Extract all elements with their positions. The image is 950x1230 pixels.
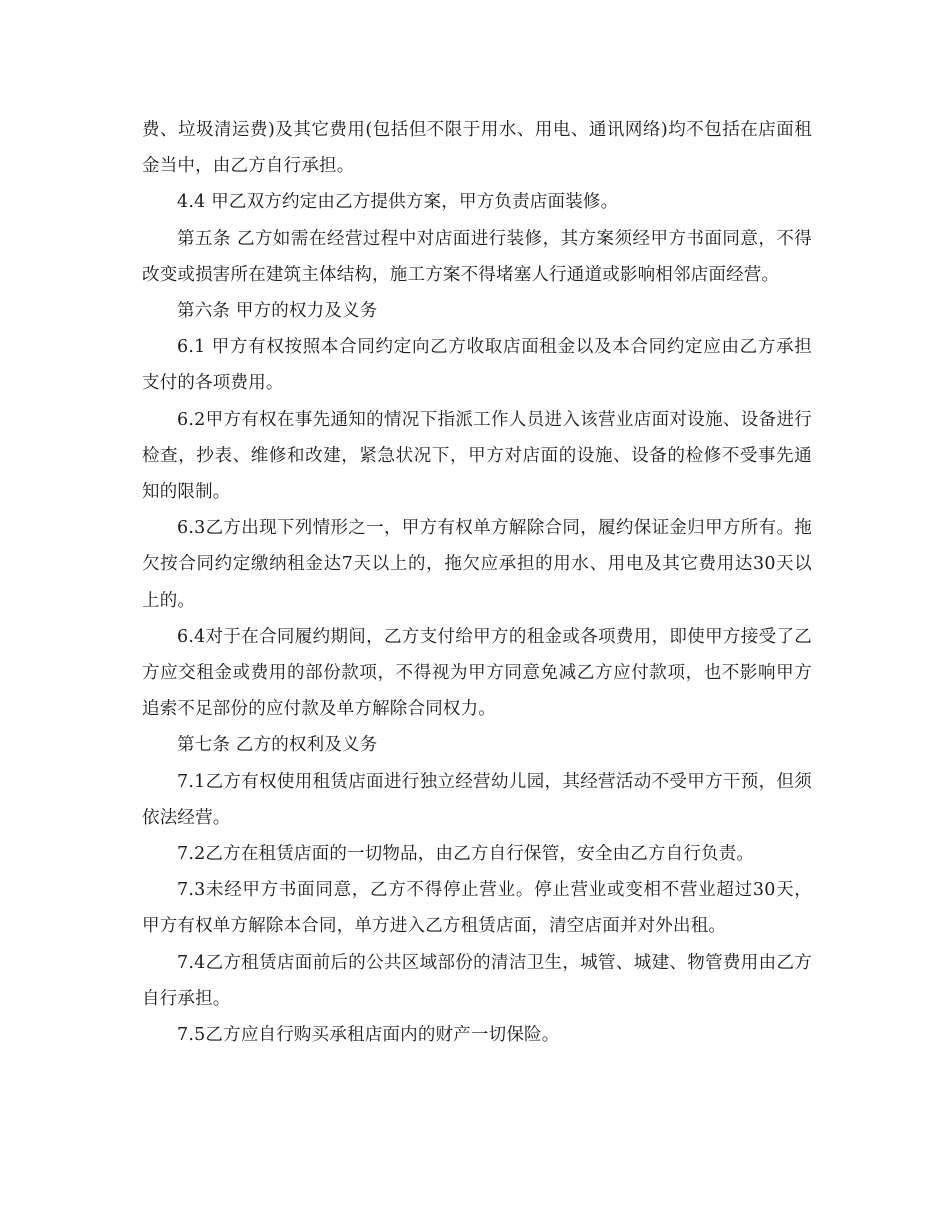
clause-7-1: 7.1乙方有权使用租赁店面进行独立经营幼儿园，其经营活动不受甲方干预，但须依法经营。	[142, 771, 812, 828]
clause-6-1: 6.1 甲方有权按照本合同约定向乙方收取店面租金以及本合同约定应由乙方承担支付的各项费用。	[142, 337, 812, 394]
clause-7-4: 7.4乙方租赁店面前后的公共区域部份的清洁卫生，城管、城建、物管费用由乙方自行承担。	[142, 952, 812, 1009]
article-6-heading: 第六条 甲方的权力及义务	[177, 301, 378, 322]
clause-6-2: 6.2甲方有权在事先通知的情况下指派工作人员进入该营业店面对设施、设备进行检查，抄表、维修和改建，紧急状况下，甲方对店面的设施、设备的检修不受事先通知的限制。	[142, 409, 812, 503]
clause-7-2: 7.2乙方在租赁店面的一切物品，由乙方自行保管，安全由乙方自行负责。	[177, 844, 755, 865]
clause-7-3: 7.3未经甲方书面同意，乙方不得停止营业。停止营业或变相不营业超过30天，甲方有权单方解除本合同，单方进入乙方租赁店面，清空店面并对外出租。	[142, 880, 812, 937]
clause-6-3: 6.3乙方出现下列情形之一，甲方有权单方解除合同，履约保证金归甲方所有。拖欠按合同约定缴纳租金达7天以上的，拖欠应承担的用水、用电及其它费用达30天以上的。	[142, 518, 812, 611]
clause-6-4: 6.4对于在合同履约期间，乙方支付给甲方的租金或各项费用，即使甲方接受了乙方应交租金或费用的部份款项，不得视为甲方同意免减乙方应付款项，也不影响甲方追索不足部份的应付款及单方解除合同权力。	[142, 626, 812, 720]
article-7-heading: 第七条 乙方的权利及义务	[177, 735, 378, 756]
paragraph-continued-fees: 费、垃圾清运费)及其它费用(包括但不限于用水、用电、通讯网络)均不包括在店面租金当中，由乙方自行承担。	[142, 120, 812, 177]
document-body	[142, 112, 812, 1053]
article-5: 第五条 乙方如需在经营过程中对店面进行装修，其方案须经甲方书面同意，不得改变或损害所在建筑主体结构，施工方案不得堵塞人行通道或影响相邻店面经营。	[142, 228, 812, 285]
clause-4-4: 4.4 甲乙双方约定由乙方提供方案，甲方负责店面装修。	[177, 192, 619, 213]
clause-7-5: 7.5乙方应自行购买承租店面内的财产一切保险。	[177, 1025, 560, 1046]
